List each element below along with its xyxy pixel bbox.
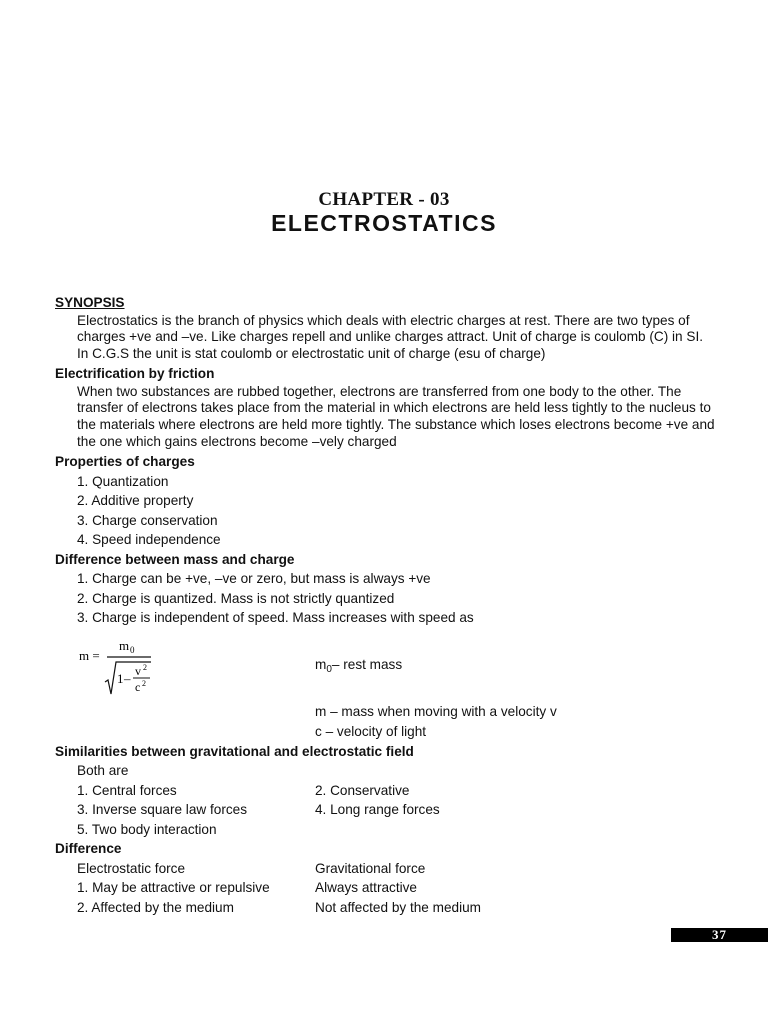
- formula-one: 1: [117, 670, 124, 686]
- document-body: [55, 293, 715, 917]
- row-left: Electrostatic force: [77, 860, 186, 876]
- page-number: 37: [671, 928, 768, 942]
- list-item: 2. Charge is quantized. Mass is not strictly quantized: [77, 590, 395, 606]
- formula-lhs: m =: [79, 647, 100, 663]
- list-item: 3. Charge is independent of speed. Mass increases with speed as: [77, 610, 474, 626]
- list-item: 1. Charge can be +ve, –ve or zero, but mass is always +ve: [77, 571, 431, 587]
- row-left: 1. May be attractive or repulsive: [77, 880, 270, 896]
- rest-mass-symbol: m: [315, 656, 327, 672]
- moving-mass-note: m – mass when moving with a velocity v: [315, 703, 557, 719]
- row-right: 4. Long range forces: [315, 802, 440, 818]
- synopsis-heading: SYNOPSIS: [55, 295, 125, 310]
- relativistic-mass-formula: [77, 640, 197, 700]
- rest-mass-text: – rest mass: [331, 656, 403, 672]
- rest-mass-subscript: 0: [326, 663, 332, 675]
- table-row: [55, 898, 715, 918]
- table-row: [55, 800, 715, 820]
- similarities-heading: Similarities between gravitational and electrostatic field: [55, 743, 414, 759]
- formula-numerator: m: [119, 639, 130, 653]
- chapter-title: ELECTROSTATICS: [271, 210, 497, 236]
- list-item: 2. Additive property: [77, 493, 194, 509]
- row-left: 5. Two body interaction: [77, 821, 217, 837]
- row-right: Always attractive: [315, 880, 417, 896]
- formula-minus: –: [124, 670, 131, 686]
- row-right: Not affected by the medium: [315, 899, 481, 915]
- row-left: 1. Central forces: [77, 782, 177, 798]
- formula-v-exp: 2: [143, 662, 147, 672]
- table-row: [55, 859, 715, 879]
- mass-charge-heading: Difference between mass and charge: [55, 551, 295, 567]
- properties-heading: Properties of charges: [55, 454, 195, 470]
- relativistic-mass-formula-block: [55, 630, 715, 742]
- table-row: [55, 820, 715, 840]
- row-right: [315, 820, 715, 840]
- row-right: Gravitational force: [315, 860, 426, 876]
- table-row: [55, 781, 715, 801]
- electrification-paragraph: When two substances are rubbed together, electrons are transferred from one body to the other. The transfer of electrons takes place from the material in which electrons are held less tightly to the nucleus to the materials where electrons are held more tightly. The substance which loses electrons become +ve and the one which gains electrons become –vely charged: [77, 383, 715, 449]
- light-velocity-note: c – velocity of light: [315, 723, 427, 739]
- row-right: 2. Conservative: [315, 782, 410, 798]
- electrification-heading: Electrification by friction: [55, 366, 215, 382]
- row-left: 3. Inverse square law forces: [77, 802, 248, 818]
- formula-c: c: [135, 679, 141, 694]
- list-item: 1. Quantization: [77, 473, 169, 489]
- rest-mass-note: [315, 655, 402, 680]
- difference-heading: Difference: [55, 841, 122, 857]
- synopsis-paragraph: Electrostatics is the branch of physics which deals with electric charges at rest. There are two types of charges +ve and –ve. Like charges repell and unlike charges attract. Unit of charge is coulomb (C) in SI. In C.G.S the unit is stat coulomb or electrostatic unit of charge (esu of charge): [77, 312, 704, 361]
- table-row: [55, 878, 715, 898]
- formula-c-exp: 2: [142, 678, 146, 688]
- chapter-label: CHAPTER - 03: [318, 189, 450, 210]
- similarities-intro: Both are: [77, 763, 129, 779]
- formula-v: v: [135, 663, 141, 678]
- list-item: 4. Speed independence: [77, 532, 221, 548]
- row-left: 2. Affected by the medium: [77, 899, 234, 915]
- formula-numerator-sub: 0: [130, 644, 135, 655]
- list-item: 3. Charge conservation: [77, 512, 218, 528]
